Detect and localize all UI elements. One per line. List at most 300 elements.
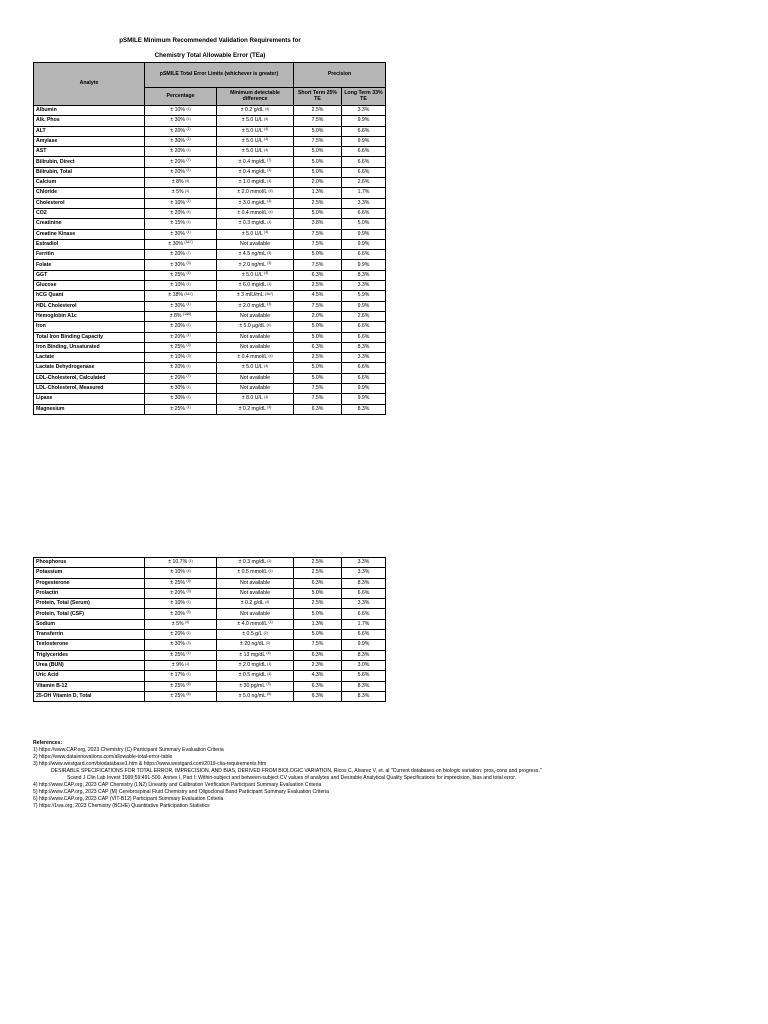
percentage-cell: ± 15% $^{(1)}$ xyxy=(145,219,217,229)
min-diff-cell: ± 2.0 ng/mL $^{(3)}$ xyxy=(217,260,294,270)
table-row xyxy=(34,373,386,383)
table-row xyxy=(34,239,386,249)
min-diff-cell: ± 2.0 mg/dL $^{(1)}$ xyxy=(217,660,294,670)
analyte-cell: hCG Quant xyxy=(34,291,145,301)
min-diff-cell: Not available xyxy=(217,239,294,249)
table-row xyxy=(34,136,386,146)
short-term-cell: 5.0% xyxy=(294,167,342,177)
reference-marker: (1) xyxy=(267,219,272,224)
percentage-cell: ± 20% $^{(7)}$ xyxy=(145,373,217,383)
analyte-cell: Testosterone xyxy=(34,640,145,650)
analyte-cell: Protein, Total (Serum) xyxy=(34,599,145,609)
long-term-cell: 9.9% xyxy=(342,239,386,249)
reference-marker: (4) xyxy=(264,230,269,235)
table-row xyxy=(34,311,386,321)
reference-marker: (4) xyxy=(267,302,272,307)
reference-marker: (3) xyxy=(267,261,272,265)
long-term-cell: 3.3% xyxy=(342,281,386,291)
reference-marker: (1) xyxy=(186,147,191,152)
reference-marker: (1) xyxy=(186,405,191,410)
min-diff-cell: ± 0.3 mg/dL $^{(1)}$ xyxy=(217,558,294,568)
reference-marker: (1) xyxy=(186,116,191,121)
table-row xyxy=(34,291,386,301)
percentage-cell: ± 20% $^{(1)}$ xyxy=(145,322,217,332)
table-row xyxy=(34,599,386,609)
reference-marker: (4) xyxy=(186,209,191,214)
short-term-cell: 5.0% xyxy=(294,373,342,383)
reference-marker: (7) xyxy=(186,250,191,255)
long-term-cell: 6.6% xyxy=(342,250,386,260)
min-diff-cell: ± 2.0 mmol/L $^{(4)}$ xyxy=(217,188,294,198)
short-term-cell: 7.5% xyxy=(294,116,342,126)
analyte-cell: Iron xyxy=(34,322,145,332)
long-term-cell: 6.6% xyxy=(342,208,386,218)
short-term-cell: 7.5% xyxy=(294,394,342,404)
analyte-cell: AST xyxy=(34,147,145,157)
short-term-cell: 2.5% xyxy=(294,599,342,609)
reference-marker: (4) xyxy=(186,271,191,276)
table-row xyxy=(34,229,386,239)
table-row xyxy=(34,640,386,650)
long-term-cell: 3.3% xyxy=(342,198,386,208)
table-row xyxy=(34,332,386,342)
long-term-cell: 9.9% xyxy=(342,116,386,126)
header-precision-group: Precision xyxy=(294,63,386,88)
reference-marker: (7) xyxy=(267,158,272,163)
percentage-cell: ± 25% $^{(3)}$ xyxy=(145,578,217,588)
reference-marker: (1) xyxy=(186,281,191,286)
long-term-cell: 8.3% xyxy=(342,650,386,660)
percentage-cell: ± 17% $^{(1)}$ xyxy=(145,671,217,681)
reference-marker: (1) xyxy=(186,651,191,656)
reference-marker: (3) xyxy=(186,579,191,584)
long-term-cell: 8.3% xyxy=(342,681,386,691)
analyte-cell: ALT xyxy=(34,126,145,136)
long-term-cell: 6.6% xyxy=(342,332,386,342)
header-tea-group: pSMILE Total Error Limits (whichever is greater) xyxy=(145,63,294,88)
reference-marker: (3) xyxy=(267,250,272,255)
long-term-cell: 6.6% xyxy=(342,609,386,619)
min-diff-cell: ± 20 ng/dL $^{(3)}$ xyxy=(217,640,294,650)
min-diff-cell: ± 0.2 g/dL $^{(4)}$ xyxy=(217,106,294,116)
min-diff-cell: ± 0.4 mg/dL $^{(7)}$ xyxy=(217,157,294,167)
percentage-cell: ± 30% $^{(1)}$ xyxy=(145,384,217,394)
reference-marker: (3&7) xyxy=(184,240,193,245)
reference-marker: (1) xyxy=(186,333,191,338)
long-term-cell: 5.0% xyxy=(342,219,386,229)
reference-marker: (4) xyxy=(267,671,272,676)
reference-marker: (1) xyxy=(186,168,191,173)
table-row xyxy=(34,394,386,404)
long-term-cell: 8.3% xyxy=(342,691,386,701)
header-analyte: Analyte xyxy=(34,63,145,106)
reference-line: 1) https://www.CAP.org, 2023 Chemistry (C) Participant Summary Evaluation Criteria xyxy=(33,747,224,753)
percentage-cell: ± 25% $^{(4)}$ xyxy=(145,270,217,280)
long-term-cell: 8.3% xyxy=(342,404,386,414)
percentage-cell: ± 25% $^{(1)}$ xyxy=(145,650,217,660)
percentage-cell: ± 5% $^{(4)}$ xyxy=(145,619,217,629)
short-term-cell: 2.5% xyxy=(294,106,342,116)
percentage-cell: ± 10% $^{(1)}$ xyxy=(145,198,217,208)
reference-marker: (3) xyxy=(266,682,271,687)
table-row xyxy=(34,147,386,157)
reference-marker: (1) xyxy=(267,558,272,563)
table-row xyxy=(34,208,386,218)
percentage-cell: ± 20% $^{(1)}$ xyxy=(145,167,217,177)
short-term-cell: 7.5% xyxy=(294,301,342,311)
table-row xyxy=(34,630,386,640)
short-term-cell: 4.5% xyxy=(294,291,342,301)
reference-marker: (4) xyxy=(264,137,269,142)
header-short-term: Short Term 25% TE xyxy=(294,88,342,106)
analyte-cell: LDL-Cholesterol, Calculated xyxy=(34,373,145,383)
percentage-cell: ± 10% $^{(1)}$ xyxy=(145,106,217,116)
reference-marker: (3) xyxy=(186,589,191,594)
long-term-cell: 6.6% xyxy=(342,147,386,157)
analyte-cell: Lipase xyxy=(34,394,145,404)
percentage-cell: ± 18% $^{(3\&7)}$ xyxy=(145,291,217,301)
percentage-cell: ± 10% $^{(3)}$ xyxy=(145,353,217,363)
short-term-cell: 5.0% xyxy=(294,157,342,167)
min-diff-cell: Not available xyxy=(217,311,294,321)
title-line-1: pSMILE Minimum Recommended Validation Requirements for xyxy=(119,37,301,44)
reference-marker: (3) xyxy=(186,640,191,645)
short-term-cell: 3.8% xyxy=(294,219,342,229)
short-term-cell: 5.0% xyxy=(294,630,342,640)
table-row xyxy=(34,126,386,136)
min-diff-cell: Not available xyxy=(217,609,294,619)
analyte-cell: Amylase xyxy=(34,136,145,146)
percentage-cell: ± 5% $^{(1)}$ xyxy=(145,188,217,198)
reference-marker: (3) xyxy=(186,343,191,348)
min-diff-cell: ± 4.5 ng/mL $^{(3)}$ xyxy=(217,250,294,260)
tea-table-2 xyxy=(33,557,386,702)
analyte-cell: Creatine Kinase xyxy=(34,229,145,239)
min-diff-cell: ± 0.5 mg/dL $^{(4)}$ xyxy=(217,671,294,681)
table-row xyxy=(34,660,386,670)
short-term-cell: 2.5% xyxy=(294,568,342,578)
short-term-cell: 6.3% xyxy=(294,681,342,691)
reference-marker: (4) xyxy=(265,599,270,604)
short-term-cell: 5.0% xyxy=(294,126,342,136)
reference-marker: (4) xyxy=(266,322,271,327)
short-term-cell: 6.3% xyxy=(294,691,342,701)
long-term-cell: 9.9% xyxy=(342,136,386,146)
min-diff-cell: ± 1.0 mg/dL $^{(4)}$ xyxy=(217,178,294,188)
short-term-cell: 7.5% xyxy=(294,229,342,239)
table-row xyxy=(34,558,386,568)
analyte-cell: Chloride xyxy=(34,188,145,198)
analyte-cell: Cholesterol xyxy=(34,198,145,208)
min-diff-cell: ± 0.4 mg/dL $^{(1)}$ xyxy=(217,167,294,177)
reference-marker: (1) xyxy=(186,219,191,224)
min-diff-cell: Not available xyxy=(217,578,294,588)
percentage-cell: ± 30% $^{(1)}$ xyxy=(145,394,217,404)
analyte-cell: CO2 xyxy=(34,208,145,218)
percentage-cell: ± 20% $^{(7)}$ xyxy=(145,157,217,167)
reference-marker: (1) xyxy=(186,394,191,399)
analyte-cell: Urea (BUN) xyxy=(34,660,145,670)
long-term-cell: 2.6% xyxy=(342,178,386,188)
table-row xyxy=(34,353,386,363)
reference-marker: (4) xyxy=(265,106,270,111)
analyte-cell: Total Iron Binding Capacity xyxy=(34,332,145,342)
reference-marker: (4) xyxy=(186,568,191,573)
table-row xyxy=(34,568,386,578)
long-term-cell: 6.6% xyxy=(342,373,386,383)
percentage-cell: ± 20% $^{(4)}$ xyxy=(145,208,217,218)
table-row xyxy=(34,681,386,691)
analyte-cell: Iron Binding, Unsaturated xyxy=(34,342,145,352)
percentage-cell: ± 30% $^{(3\&7)}$ xyxy=(145,239,217,249)
reference-marker: (1) xyxy=(268,568,273,573)
percentage-cell: ± 20% $^{(1)}$ xyxy=(145,147,217,157)
min-diff-cell: ± 5.0 ng/mL $^{(6)}$ xyxy=(217,691,294,701)
analyte-cell: Progesterone xyxy=(34,578,145,588)
analyte-cell: Prolactin xyxy=(34,588,145,598)
percentage-cell: ± 20% $^{(1)}$ xyxy=(145,126,217,136)
reference-marker: (3) xyxy=(186,353,191,358)
percentage-cell: ± 30% $^{(3)}$ xyxy=(145,640,217,650)
table-row xyxy=(34,219,386,229)
reference-marker: (4) xyxy=(185,178,190,183)
table-row xyxy=(34,609,386,619)
analyte-cell: Albumin xyxy=(34,106,145,116)
analyte-cell: GGT xyxy=(34,270,145,280)
percentage-cell: ± 30% $^{(1)}$ xyxy=(145,136,217,146)
reference-marker: (1&6) xyxy=(182,312,192,317)
short-term-cell: 2.3% xyxy=(294,660,342,670)
min-diff-cell: ± 0.3 mg/dL $^{(1)}$ xyxy=(217,219,294,229)
min-diff-cell: ± 0.5 g/L $^{(2)}$ xyxy=(217,630,294,640)
short-term-cell: 6.3% xyxy=(294,270,342,280)
analyte-cell: 25-OH Vitamin D, Total xyxy=(34,691,145,701)
min-diff-cell: ± 5.0 U/L $^{(4)}$ xyxy=(217,136,294,146)
short-term-cell: 1.3% xyxy=(294,188,342,198)
long-term-cell: 6.6% xyxy=(342,167,386,177)
reference-marker: (4) xyxy=(268,209,273,214)
reference-line: 5) http://www.CAP.org, 2023 CAP (M) Cerebrospinal Fluid Chemistry and Oligoclonal Band Participant Summary Evaluation Criteria xyxy=(33,789,329,795)
long-term-cell: 9.9% xyxy=(342,394,386,404)
reference-marker: (4) xyxy=(268,353,273,358)
analyte-cell: Hemoglobin A1c xyxy=(34,311,145,321)
table-row xyxy=(34,363,386,373)
table-row xyxy=(34,281,386,291)
short-term-cell: 2.5% xyxy=(294,558,342,568)
percentage-cell: ± 8% $^{(4)}$ xyxy=(145,178,217,188)
long-term-cell: 5.6% xyxy=(342,671,386,681)
min-diff-cell: Not available xyxy=(217,332,294,342)
reference-marker: (1) xyxy=(186,230,191,235)
min-diff-cell: ± 3.0 mg/dL $^{(4)}$ xyxy=(217,198,294,208)
reference-marker: (4) xyxy=(268,188,273,193)
percentage-cell: ± 20% $^{(5)}$ xyxy=(145,609,217,619)
short-term-cell: 5.0% xyxy=(294,147,342,157)
reference-marker: (1) xyxy=(185,188,190,193)
reference-line: 4) http://www.CAP.org, 2023 CAP Chemistry (LN2) Linearity and Calibration Verification Participant Summary Evaluation Criteria xyxy=(33,782,322,788)
short-term-cell: 7.5% xyxy=(294,640,342,650)
analyte-cell: Bilirubin, Direct xyxy=(34,157,145,167)
percentage-cell: ± 30% $^{(1)}$ xyxy=(145,229,217,239)
analyte-cell: Glucose xyxy=(34,281,145,291)
long-term-cell: 6.6% xyxy=(342,322,386,332)
reference-marker: (1) xyxy=(186,671,191,676)
short-term-cell: 2.0% xyxy=(294,178,342,188)
table-row xyxy=(34,650,386,660)
reference-marker: (5) xyxy=(186,610,191,615)
analyte-cell: Magnesium xyxy=(34,404,145,414)
reference-marker: (1) xyxy=(186,137,191,142)
analyte-cell: HDL Cholesterol xyxy=(34,301,145,311)
reference-marker: (6) xyxy=(186,692,191,697)
analyte-cell: Bilirubin, Total xyxy=(34,167,145,177)
reference-marker: (1) xyxy=(188,558,193,563)
short-term-cell: 1.3% xyxy=(294,619,342,629)
short-term-cell: 5.0% xyxy=(294,363,342,373)
reference-marker: (1) xyxy=(186,384,191,389)
long-term-cell: 1.7% xyxy=(342,619,386,629)
reference-marker: (4) xyxy=(264,394,269,399)
percentage-cell: ± 20% $^{(7)}$ xyxy=(145,250,217,260)
table-row xyxy=(34,167,386,177)
percentage-cell: ± 10% $^{(1)}$ xyxy=(145,281,217,291)
percentage-cell: ± 30% $^{(1)}$ xyxy=(145,301,217,311)
reference-marker: (4) xyxy=(266,651,271,656)
reference-marker: (4) xyxy=(264,116,269,121)
reference-marker: (3) xyxy=(186,261,191,265)
table-row xyxy=(34,188,386,198)
min-diff-cell: ± 13 mg/dL $^{(4)}$ xyxy=(217,650,294,660)
reference-marker: (6) xyxy=(186,682,191,687)
percentage-cell: ± 25% $^{(6)}$ xyxy=(145,691,217,701)
short-term-cell: 7.5% xyxy=(294,384,342,394)
long-term-cell: 6.6% xyxy=(342,126,386,136)
min-diff-cell: Not available xyxy=(217,342,294,352)
min-diff-cell: ± 0.2 g/dL $^{(4)}$ xyxy=(217,599,294,609)
long-term-cell: 3.3% xyxy=(342,558,386,568)
reference-marker: (1) xyxy=(186,599,191,604)
analyte-cell: Vitamin B-12 xyxy=(34,681,145,691)
short-term-cell: 2.5% xyxy=(294,281,342,291)
reference-line: DESIRABLE SPECIFICATIONS FOR TOTAL ERROR, IMPRECISION, AND BIAS, DERIVED FROM BIOLOGIC VARIATION, Ricos C, Alvarez V, et. al "Current databases on biologic variation: pros, cons and progress." xyxy=(51,768,542,774)
reference-marker: (1) xyxy=(185,661,190,666)
short-term-cell: 6.3% xyxy=(294,342,342,352)
table-row xyxy=(34,404,386,414)
percentage-cell: ± 8% $^{(1\&6)}$ xyxy=(145,311,217,321)
long-term-cell: 2.6% xyxy=(342,311,386,321)
short-term-cell: 2.5% xyxy=(294,353,342,363)
percentage-cell: ± 20% $^{(1)}$ xyxy=(145,630,217,640)
analyte-cell: Lactate xyxy=(34,353,145,363)
reference-marker: (4) xyxy=(267,178,272,183)
header-long-term: Long Term 33% TE xyxy=(342,88,386,106)
analyte-cell: Alk. Phos xyxy=(34,116,145,126)
reference-line: 2) https://www.datainnovations.com/allowable-total-error-table xyxy=(33,754,173,760)
table-row xyxy=(34,116,386,126)
short-term-cell: 7.5% xyxy=(294,136,342,146)
long-term-cell: 6.6% xyxy=(342,588,386,598)
reference-line: 7) https://1wa.org, 2023 Chemistry (BCHE) Quantitative Participation Statistics xyxy=(33,803,210,809)
short-term-cell: 5.0% xyxy=(294,322,342,332)
short-term-cell: 6.3% xyxy=(294,404,342,414)
min-diff-cell: ± 0.4 mmol/L $^{(4)}$ xyxy=(217,353,294,363)
table-row xyxy=(34,619,386,629)
short-term-cell: 5.0% xyxy=(294,208,342,218)
table-row xyxy=(34,260,386,270)
references-heading: References: xyxy=(33,740,63,746)
table-row xyxy=(34,671,386,681)
reference-marker: (1) xyxy=(267,661,272,666)
short-term-cell: 7.5% xyxy=(294,239,342,249)
long-term-cell: 9.9% xyxy=(342,301,386,311)
short-term-cell: 2.5% xyxy=(294,198,342,208)
reference-marker: (3) xyxy=(265,640,270,645)
percentage-cell: ± 10% $^{(4)}$ xyxy=(145,568,217,578)
table-row xyxy=(34,270,386,280)
min-diff-cell: Not available xyxy=(217,588,294,598)
long-term-cell: 3.3% xyxy=(342,106,386,116)
table-row xyxy=(34,384,386,394)
analyte-cell: Triglycerides xyxy=(34,650,145,660)
reference-marker: (1) xyxy=(267,168,272,173)
reference-marker: (4) xyxy=(264,363,269,368)
min-diff-cell: ± 5.0 U/L $^{(4)}$ xyxy=(217,270,294,280)
long-term-cell: 9.9% xyxy=(342,260,386,270)
long-term-cell: 1.7% xyxy=(342,188,386,198)
reference-marker: (2) xyxy=(263,630,268,635)
analyte-cell: Sodium xyxy=(34,619,145,629)
reference-marker: (3&7) xyxy=(264,291,274,296)
percentage-cell: ± 10% $^{(1)}$ xyxy=(145,599,217,609)
min-diff-cell: ± 5.0 U/L $^{(4)}$ xyxy=(217,126,294,136)
percentage-cell: ± 30% $^{(1)}$ xyxy=(145,116,217,126)
reference-marker: (4) xyxy=(267,199,272,204)
reference-marker: (4) xyxy=(264,127,269,132)
reference-marker: (1) xyxy=(186,630,191,635)
analyte-cell: Potassium xyxy=(34,568,145,578)
analyte-cell: Estradiol xyxy=(34,239,145,249)
min-diff-cell: ± 8.0 U/L $^{(4)}$ xyxy=(217,394,294,404)
percentage-cell: ± 20% $^{(1)}$ xyxy=(145,332,217,342)
reference-marker: (1) xyxy=(268,620,273,625)
table-row xyxy=(34,691,386,701)
long-term-cell: 3.0% xyxy=(342,660,386,670)
reference-marker: (1) xyxy=(186,322,191,327)
table-row xyxy=(34,198,386,208)
percentage-cell: ± 20% $^{(3)}$ xyxy=(145,588,217,598)
long-term-cell: 8.3% xyxy=(342,270,386,280)
header-min-diff: Minimum detectable difference xyxy=(217,88,294,106)
min-diff-cell: ± 5.0 U/L $^{(4)}$ xyxy=(217,147,294,157)
long-term-cell: 3.3% xyxy=(342,353,386,363)
long-term-cell: 6.6% xyxy=(342,363,386,373)
table-row xyxy=(34,106,386,116)
min-diff-cell: ± 6.0 mg/dL $^{(1)}$ xyxy=(217,281,294,291)
reference-line: Scand J Clin Lab Invest 1999;59:491-500. Annex I, Part I: Within-subject and between-subject CV values of analytes and Desirable Analytical Quality Specifications for imprecision, bias and total error. xyxy=(67,775,517,781)
analyte-cell: Folate xyxy=(34,260,145,270)
min-diff-cell: ± 0.5 mmol/L $^{(1)}$ xyxy=(217,568,294,578)
reference-line: 3) http://www.westgard.com/biodatabase1.htm & https://www.westgard.com/2019-clia-requirements.htm xyxy=(33,761,267,767)
analyte-cell: Creatinine xyxy=(34,219,145,229)
short-term-cell: 2.0% xyxy=(294,311,342,321)
reference-marker: (4) xyxy=(185,620,190,625)
reference-marker: (6) xyxy=(267,692,272,697)
min-diff-cell: Not available xyxy=(217,384,294,394)
percentage-cell: ± 9% $^{(1)}$ xyxy=(145,660,217,670)
min-diff-cell: ± 5.0 µg/dL $^{(4)}$ xyxy=(217,322,294,332)
table-row xyxy=(34,157,386,167)
title-line-2: Chemistry Total Allowable Error (TEa) xyxy=(154,52,266,59)
